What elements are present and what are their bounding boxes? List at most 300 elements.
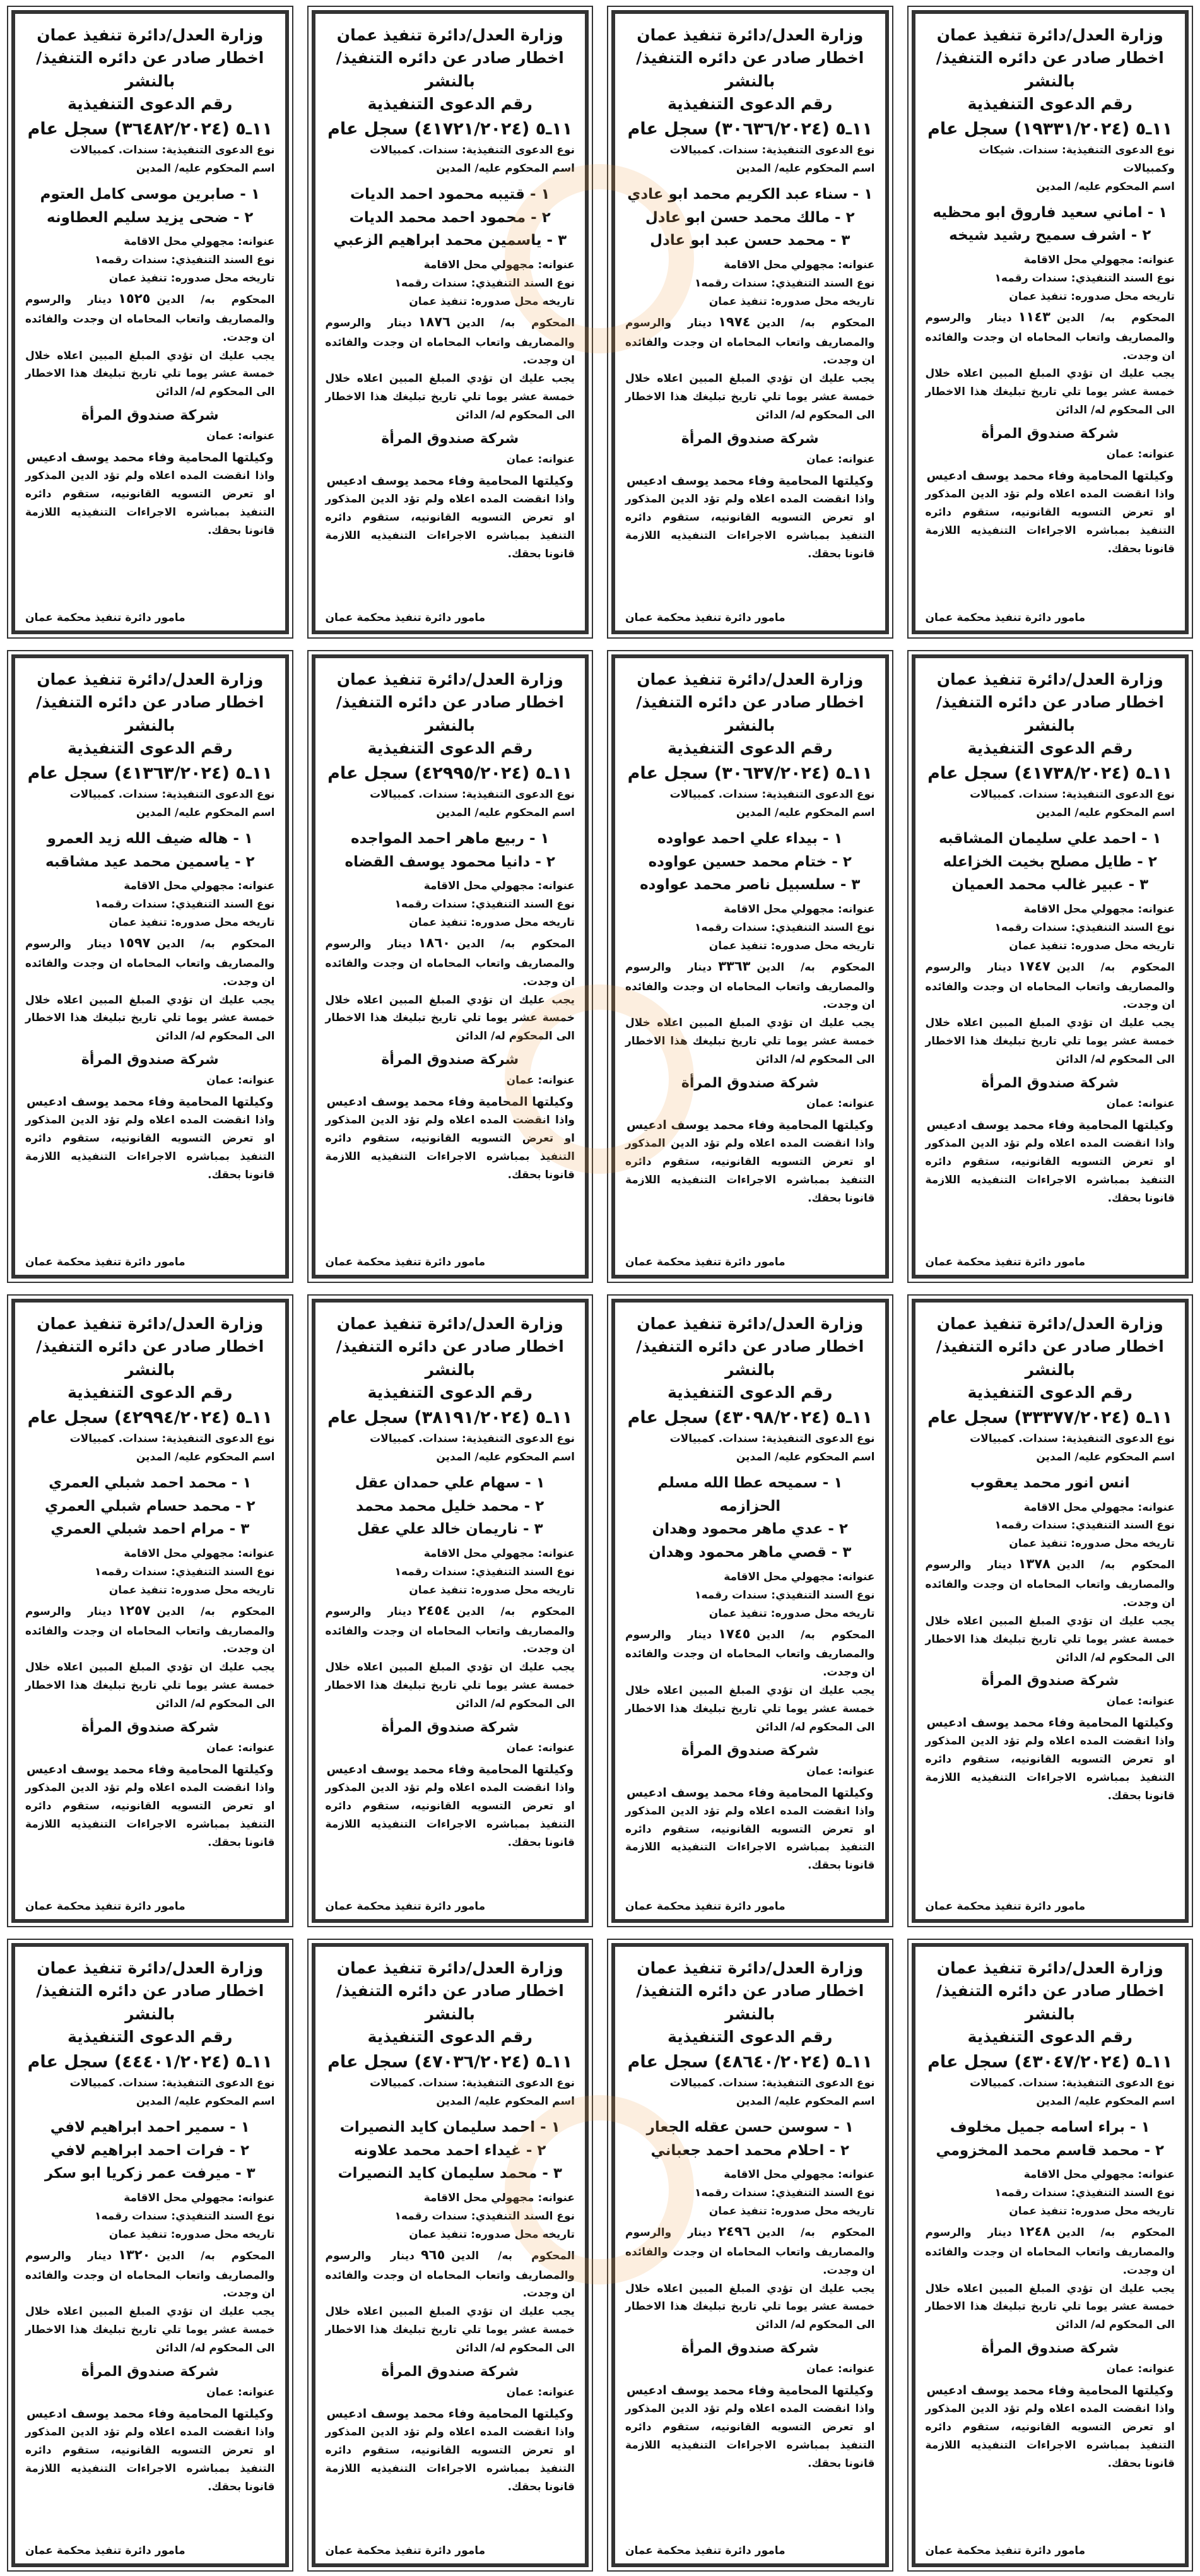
warning-text: واذا انقضت المده اعلاه ولم تؤد الدين المذكور او تعرض التسويه القانونيه، ستقوم دائره التنفيذ بمباشره الاجراءات التنفيذيه اللازمة قانونا بحقك. <box>325 1781 575 1849</box>
debtor-address: عنوانه: مجهولي محل الاقامة <box>724 1570 875 1583</box>
creditor-name: شركة صندوق المرأة <box>81 1719 219 1735</box>
issue-place: تاريخه محل صدوره: تنفيذ عمان <box>409 295 575 308</box>
debtor-name: ٢ - ضحى يزيد سليم العطاونه <box>47 209 254 226</box>
case-type: نوع الدعوى التنفيذية: سندات. كمبيالات <box>370 1433 575 1445</box>
document-type: نوع السند التنفيذي: سندات رقمه١ <box>394 277 575 290</box>
warning-text: واذا انقضت المده اعلاه ولم تؤد الدين المذكور او تعرض التسويه القانونيه، ستقوم دائره التنفيذ بمباشره الاجراءات التنفيذيه اللازمة قانونا بحقك. <box>925 1735 1175 1802</box>
case-number: ١١ـ٥ (٣٠٦٣٧/٢٠٢٤) سجل عام <box>627 764 873 783</box>
debtor-name: ١ - براء اسامه جميل مخلوف <box>950 2118 1150 2136</box>
warning-text: واذا انقضت المده اعلاه ولم تؤد الدين المذكور او تعرض التسويه القانونيه، ستقوم دائره التنفيذ بمباشره الاجراءات التنفيذيه اللازمة قانونا بحقك. <box>325 492 575 560</box>
debtor-address: عنوانه: مجهولي محل الاقامة <box>1023 1501 1175 1514</box>
creditor-agent: وكيلتها المحامية وفاء محمد يوسف ادعيس <box>926 2384 1174 2398</box>
ministry-heading: وزارة العدل/دائرة تنفيذ عمان <box>637 1315 864 1333</box>
debtor-label: اسم المحكوم عليه/ المدين <box>136 162 275 175</box>
case-type: نوع الدعوى التنفيذية: سندات. كمبيالات <box>69 788 275 801</box>
amount-prefix: المحكوم به/ الدين <box>1056 311 1175 324</box>
debtor-label: اسم المحكوم عليه/ المدين <box>736 162 875 175</box>
creditor-name: شركة صندوق المرأة <box>981 426 1119 442</box>
ministry-heading: وزارة العدل/دائرة تنفيذ عمان <box>37 1315 264 1333</box>
case-number: ١١ـ٥ (٤١٧٣٨/٢٠٢٤) سجل عام <box>927 764 1173 783</box>
signature: مامور دائرة تنفيذ محكمة عمان <box>25 612 185 624</box>
notice-title: اخطار صادر عن دائره التنفيذ/ بالنشر <box>36 49 264 90</box>
creditor-address: عنوانه: عمان <box>206 430 275 443</box>
judgment-amount-line <box>625 2221 875 2279</box>
debtor-address: عنوانه: مجهولي محل الاقامة <box>124 235 275 249</box>
document-type: نوع السند التنفيذي: سندات رقمه١ <box>695 277 875 290</box>
warning-text: واذا انقضت المده اعلاه ولم تؤد الدين المذكور او تعرض التسويه القانونيه، ستقوم دائره التنفيذ بمباشره الاجراءات التنفيذيه اللازمة قانونا بحقك. <box>325 2425 575 2493</box>
signature: مامور دائرة تنفيذ محكمة عمان <box>325 1256 486 1268</box>
debtor-name: ١ - احمد علي سليمان المشاقبه <box>938 830 1162 847</box>
legal-notice <box>312 1943 589 2567</box>
judgment-amount-line <box>326 311 575 370</box>
case-number: ١١ـ٥ (٣٠٦٣٦/٢٠٢٤) سجل عام <box>627 119 873 139</box>
creditor-address: عنوانه: عمان <box>506 1741 575 1754</box>
amount-prefix: المحكوم به/ الدين <box>756 1628 875 1641</box>
creditor-address: عنوانه: عمان <box>1106 448 1175 461</box>
case-label: رقم الدعوى التنفيذية <box>68 2027 233 2046</box>
debtor-name: ١ - قتيبه محمود احمد الديات <box>350 186 550 203</box>
issue-place: تاريخه محل صدوره: تنفيذ عمان <box>1009 1537 1175 1551</box>
amount-prefix: المحكوم به/ الدين <box>756 960 875 974</box>
debtor-names <box>926 827 1175 897</box>
debtor-name: ١ - اماني سعيد فاروق ابو محظيه <box>932 204 1168 221</box>
legal-notice <box>11 10 289 634</box>
payment-instruction: يجب عليك ان تؤدي المبلغ المبين اعلاه خلال خمسة عشر يوما تلي تاريخ تبليغك هذا الاخطار الى المحكوم له/ الدائن <box>925 1614 1175 1664</box>
notices-grid <box>6 5 1194 2572</box>
creditor-agent: وكيلتها المحامية وفاء محمد يوسف ادعيس <box>926 1716 1174 1730</box>
creditor-name: شركة صندوق المرأة <box>81 1052 219 1068</box>
creditor-agent: وكيلتها المحامية وفاء محمد يوسف ادعيس <box>26 451 274 465</box>
case-number: ١١ـ٥ (٤٣٠٩٨/٢٠٢٤) سجل عام <box>627 1408 873 1427</box>
creditor-agent: وكيلتها المحامية وفاء محمد يوسف ادعيس <box>26 1095 274 1109</box>
debtor-address: عنوانه: مجهولي محل الاقامة <box>423 2192 575 2205</box>
amount-prefix: المحكوم به/ الدين <box>156 2249 275 2262</box>
signature: مامور دائرة تنفيذ محكمة عمان <box>925 1256 1086 1268</box>
notice-title: اخطار صادر عن دائره التنفيذ/ بالنشر <box>36 1337 264 1379</box>
amount-suffix: دينار والرسوم والمصاريف واتعاب المحاماه ان وجدت والفائده ان وجدت. <box>625 960 875 1012</box>
amount-value: ٩٦٥ <box>420 2247 445 2262</box>
notice-title: اخطار صادر عن دائره التنفيذ/ بالنشر <box>336 1337 564 1379</box>
debtor-name: ٣ - ياسمين محمد ابراهيم الزعبي <box>333 232 567 249</box>
debtor-name: ٣ - ناريمان خالد علي عقل <box>356 1521 543 1538</box>
amount-suffix: دينار والرسوم والمصاريف واتعاب المحاماه ان وجدت والفائده ان وجدت. <box>925 1559 1175 1609</box>
signature: مامور دائرة تنفيذ محكمة عمان <box>925 1900 1086 1913</box>
debtor-name: ١ - ربيع ماهر احمد المواجده <box>350 830 550 847</box>
case-label: رقم الدعوى التنفيذية <box>967 94 1132 113</box>
signature: مامور دائرة تنفيذ محكمة عمان <box>25 1900 185 1913</box>
case-type: نوع الدعوى التنفيذية: سندات. كمبيالات <box>370 144 575 157</box>
case-label: رقم الدعوى التنفيذية <box>367 94 532 113</box>
amount-value: ١٢٤٨ <box>1018 2224 1050 2240</box>
debtor-label: اسم المحكوم عليه/ المدين <box>136 806 275 819</box>
debtor-address: عنوانه: مجهولي محل الاقامة <box>724 259 875 272</box>
payment-instruction: يجب عليك ان تؤدي المبلغ المبين اعلاه خلال خمسة عشر يوما تلي تاريخ تبليغك هذا الاخطار الى المحكوم له/ الدائن <box>625 1684 875 1734</box>
creditor-name: شركة صندوق المرأة <box>381 2363 519 2380</box>
case-label: رقم الدعوى التنفيذية <box>367 1383 532 1402</box>
debtor-label: اسم المحكوم عليه/ المدين <box>1036 180 1175 193</box>
debtor-name: ٢ - عدي ماهر محمود وهدان <box>652 1521 848 1538</box>
amount-suffix: دينار والرسوم والمصاريف واتعاب المحاماه ان وجدت والفائده ان وجدت. <box>625 316 875 367</box>
payment-instruction: يجب عليك ان تؤدي المبلغ المبين اعلاه خلال خمسة عشر يوما تلي تاريخ تبليغك هذا الاخطار الى المحكوم له/ الدائن <box>325 372 575 422</box>
warning-text: واذا انقضت المده اعلاه ولم تؤد الدين المذكور او تعرض التسويه القانونيه، ستقوم دائره التنفيذ بمباشره الاجراءات التنفيذيه اللازمة قانونا بحقك. <box>25 1781 275 1849</box>
creditor-agent: وكيلتها المحامية وفاء محمد يوسف ادعيس <box>26 2406 274 2421</box>
amount-prefix: المحكوم به/ الدين <box>756 316 875 329</box>
debtor-names <box>326 827 575 874</box>
creditor-name: شركة صندوق المرأة <box>381 1052 519 1068</box>
case-type: نوع الدعوى التنفيذية: سندات. كمبيالات <box>669 1433 875 1445</box>
amount-prefix: المحكوم به/ الدين <box>456 1605 575 1618</box>
debtor-names <box>625 1472 875 1564</box>
warning-text: واذا انقضت المده اعلاه ولم تؤد الدين المذكور او تعرض التسويه القانونيه، ستقوم دائره التنفيذ بمباشره الاجراءات التنفيذيه اللازمة قانونا بحقك. <box>925 487 1175 555</box>
legal-notice <box>912 654 1189 1279</box>
debtor-name: ٣ - قصي ماهر محمود وهدان <box>649 1544 852 1561</box>
legal-notice <box>912 1299 1189 1923</box>
case-number: ١١ـ٥ (٤٣٠٤٧/٢٠٢٤) سجل عام <box>927 2052 1173 2072</box>
judgment-amount-line <box>326 932 575 991</box>
notice-title: اخطار صادر عن دائره التنفيذ/ بالنشر <box>36 1982 264 2023</box>
notice-title: اخطار صادر عن دائره التنفيذ/ بالنشر <box>336 1982 564 2023</box>
creditor-address: عنوانه: عمان <box>506 452 575 466</box>
amount-value: ١٣٧٨ <box>1018 1556 1050 1572</box>
payment-instruction: يجب عليك ان تؤدي المبلغ المبين اعلاه خلال خمسة عشر يوما تلي تاريخ تبليغك هذا الاخطار الى المحكوم له/ الدائن <box>925 367 1175 417</box>
creditor-agent: وكيلتها المحامية وفاء محمد يوسف ادعيس <box>626 473 874 488</box>
ministry-heading: وزارة العدل/دائرة تنفيذ عمان <box>37 1959 264 1977</box>
document-type: نوع السند التنفيذي: سندات رقمه١ <box>695 2187 875 2200</box>
debtor-names <box>625 827 875 897</box>
creditor-address: عنوانه: عمان <box>806 2363 875 2376</box>
case-label: رقم الدعوى التنفيذية <box>68 738 233 757</box>
warning-text: واذا انقضت المده اعلاه ولم تؤد الدين المذكور او تعرض التسويه القانونيه، ستقوم دائره التنفيذ بمباشره الاجراءات التنفيذيه اللازمة قانونا بحقك. <box>625 1804 875 1872</box>
document-type: نوع السند التنفيذي: سندات رقمه١ <box>994 921 1175 935</box>
amount-suffix: دينار والرسوم والمصاريف واتعاب المحاماه ان وجدت والفائده ان وجدت. <box>325 2249 575 2300</box>
creditor-address: عنوانه: عمان <box>806 1764 875 1778</box>
case-label: رقم الدعوى التنفيذية <box>668 738 833 757</box>
payment-instruction: يجب عليك ان تؤدي المبلغ المبين اعلاه خلال خمسة عشر يوما تلي تاريخ تبليغك هذا الاخطار الى المحكوم له/ الدائن <box>325 993 575 1043</box>
creditor-address: عنوانه: عمان <box>206 1741 275 1754</box>
debtor-name: ١ - سوسن حسن عقله الجعار <box>646 2118 854 2136</box>
debtor-name: ٢ - محمد قاسم محمد المخزومي <box>936 2142 1165 2159</box>
debtor-name: ٣ - عبير غالب محمد العميان <box>951 877 1149 894</box>
payment-instruction: يجب عليك ان تؤدي المبلغ المبين اعلاه خلال خمسة عشر يوما تلي تاريخ تبليغك هذا الاخطار الى المحكوم له/ الدائن <box>925 1017 1175 1066</box>
issue-place: تاريخه محل صدوره: تنفيذ عمان <box>1009 2205 1175 2218</box>
debtor-name: ٢ - طايل مصلح بخيت الخزاعله <box>943 853 1157 870</box>
case-number: ١١ـ٥ (٤٨٦٤٠/٢٠٢٤) سجل عام <box>627 2052 873 2072</box>
debtor-name: ٢ - غيداء احمد محمد علاونه <box>354 2142 546 2159</box>
creditor-address: عنوانه: عمان <box>806 1097 875 1110</box>
debtor-names <box>926 201 1175 248</box>
debtor-names <box>926 1472 1175 1495</box>
amount-suffix: دينار والرسوم والمصاريف واتعاب المحاماه ان وجدت والفائده ان وجدت. <box>325 1605 575 1656</box>
debtor-label: اسم المحكوم عليه/ المدين <box>436 1450 575 1463</box>
debtor-address: عنوانه: مجهولي محل الاقامة <box>724 903 875 916</box>
debtor-name: ٢ - محمد خليل محمد محمد <box>356 1498 544 1515</box>
debtor-names <box>625 183 875 252</box>
judgment-amount-line <box>625 1623 875 1682</box>
debtor-name: ٢ - اشرف سميح رشيد شيخه <box>949 227 1151 244</box>
payment-instruction: يجب عليك ان تؤدي المبلغ المبين اعلاه خلال خمسة عشر يوما تلي تاريخ تبليغك هذا الاخطار الى المحكوم له/ الدائن <box>625 1017 875 1066</box>
creditor-agent: وكيلتها المحامية وفاء محمد يوسف ادعيس <box>326 2406 574 2421</box>
legal-notice <box>11 654 289 1279</box>
ministry-heading: وزارة العدل/دائرة تنفيذ عمان <box>936 670 1163 688</box>
legal-notice <box>611 1299 889 1923</box>
payment-instruction: يجب عليك ان تؤدي المبلغ المبين اعلاه خلال خمسة عشر يوما تلي تاريخ تبليغك هذا الاخطار الى المحكوم له/ الدائن <box>325 2305 575 2355</box>
issue-place: تاريخه محل صدوره: تنفيذ عمان <box>709 2205 875 2218</box>
debtor-address: عنوانه: مجهولي محل الاقامة <box>1023 254 1175 267</box>
notice-title: اخطار صادر عن دائره التنفيذ/ بالنشر <box>336 49 564 90</box>
debtor-address: عنوانه: مجهولي محل الاقامة <box>423 1547 575 1561</box>
debtor-name: ٢ - محمد حسام شبلي العمري <box>44 1498 256 1515</box>
case-label: رقم الدعوى التنفيذية <box>668 1383 833 1402</box>
ministry-heading: وزارة العدل/دائرة تنفيذ عمان <box>336 26 563 44</box>
legal-notice <box>312 654 589 1279</box>
judgment-amount-line <box>625 311 875 370</box>
signature: مامور دائرة تنفيذ محكمة عمان <box>625 1256 785 1268</box>
warning-text: واذا انقضت المده اعلاه ولم تؤد الدين المذكور او تعرض التسويه القانونيه، ستقوم دائره التنفيذ بمباشره الاجراءات التنفيذيه اللازمة قانونا بحقك. <box>25 1114 275 1181</box>
amount-suffix: دينار والرسوم والمصاريف واتعاب المحاماه ان وجدت والفائده ان وجدت. <box>25 1605 275 1656</box>
ministry-heading: وزارة العدل/دائرة تنفيذ عمان <box>936 1315 1163 1333</box>
case-type: نوع الدعوى التنفيذية: سندات. كمبيالات <box>69 144 275 157</box>
creditor-agent: وكيلتها المحامية وفاء محمد يوسف ادعيس <box>926 1118 1174 1132</box>
creditor-agent: وكيلتها المحامية وفاء محمد يوسف ادعيس <box>326 1095 574 1109</box>
amount-value: ٣٣٦٣ <box>718 958 751 974</box>
legal-notice <box>912 1943 1189 2567</box>
legal-notice <box>312 10 589 634</box>
case-number: ١١ـ٥ (٤١٧٢١/٢٠٢٤) سجل عام <box>327 119 573 139</box>
case-type: نوع الدعوى التنفيذية: سندات. كمبيالات <box>370 2077 575 2089</box>
legal-notice <box>11 1943 289 2567</box>
issue-place: تاريخه محل صدوره: تنفيذ عمان <box>409 1583 575 1597</box>
amount-value: ١٣٢٠ <box>118 2247 151 2262</box>
debtor-names <box>25 183 275 230</box>
amount-value: ٢٤٩٦ <box>718 2224 751 2240</box>
debtor-names <box>25 2116 275 2185</box>
payment-instruction: يجب عليك ان تؤدي المبلغ المبين اعلاه خلال خمسة عشر يوما تلي تاريخ تبليغك هذا الاخطار الى المحكوم له/ الدائن <box>25 2305 275 2355</box>
debtor-label: اسم المحكوم عليه/ المدين <box>436 806 575 819</box>
amount-value: ١٨٧٦ <box>418 314 450 329</box>
creditor-agent: وكيلتها المحامية وفاء محمد يوسف ادعيس <box>926 468 1174 483</box>
debtor-name: ١ - احمد سليمان كايد النصيرات <box>339 2118 560 2136</box>
notice-title: اخطار صادر عن دائره التنفيذ/ بالنشر <box>636 1337 864 1379</box>
document-type: نوع السند التنفيذي: سندات رقمه١ <box>394 1566 575 1579</box>
issue-place: تاريخه محل صدوره: تنفيذ عمان <box>1009 939 1175 952</box>
amount-prefix: المحكوم به/ الدين <box>456 938 575 951</box>
signature: مامور دائرة تنفيذ محكمة عمان <box>325 1900 486 1913</box>
debtor-address: عنوانه: مجهولي محل الاقامة <box>124 880 275 893</box>
case-type: نوع الدعوى التنفيذية: سندات. شيكات وكمبيالات <box>979 144 1175 175</box>
signature: مامور دائرة تنفيذ محكمة عمان <box>25 2544 185 2557</box>
signature: مامور دائرة تنفيذ محكمة عمان <box>925 612 1086 624</box>
creditor-address: عنوانه: عمان <box>506 1074 575 1087</box>
document-type: نوع السند التنفيذي: سندات رقمه١ <box>994 1519 1175 1532</box>
creditor-agent: وكيلتها المحامية وفاء محمد يوسف ادعيس <box>326 473 574 488</box>
ministry-heading: وزارة العدل/دائرة تنفيذ عمان <box>37 26 264 44</box>
signature: مامور دائرة تنفيذ محكمة عمان <box>625 1900 785 1913</box>
signature: مامور دائرة تنفيذ محكمة عمان <box>925 2544 1086 2557</box>
amount-prefix: المحكوم به/ الدين <box>1056 960 1175 974</box>
debtor-address: عنوانه: مجهولي محل الاقامة <box>124 1547 275 1561</box>
case-number: ١١ـ٥ (٤١٣٦٣/٢٠٢٤) سجل عام <box>27 764 273 783</box>
ministry-heading: وزارة العدل/دائرة تنفيذ عمان <box>336 1959 563 1977</box>
judgment-amount-line <box>25 288 275 346</box>
creditor-name: شركة صندوق المرأة <box>681 2341 819 2357</box>
signature: مامور دائرة تنفيذ محكمة عمان <box>325 612 486 624</box>
creditor-address: عنوانه: عمان <box>806 452 875 466</box>
creditor-address: عنوانه: عمان <box>1106 2363 1175 2376</box>
document-type: نوع السند التنفيذي: سندات رقمه١ <box>95 2210 275 2223</box>
case-label: رقم الدعوى التنفيذية <box>967 2027 1132 2046</box>
amount-suffix: دينار والرسوم والمصاريف واتعاب المحاماه ان وجدت والفائده ان وجدت. <box>325 316 575 367</box>
warning-text: واذا انقضت المده اعلاه ولم تؤد الدين المذكور او تعرض التسويه القانونيه، ستقوم دائره التنفيذ بمباشره الاجراءات التنفيذيه اللازمة قانونا بحقك. <box>325 1114 575 1181</box>
signature: مامور دائرة تنفيذ محكمة عمان <box>625 2544 785 2557</box>
payment-instruction: يجب عليك ان تؤدي المبلغ المبين اعلاه خلال خمسة عشر يوما تلي تاريخ تبليغك هذا الاخطار الى المحكوم له/ الدائن <box>925 2282 1175 2332</box>
ministry-heading: وزارة العدل/دائرة تنفيذ عمان <box>637 1959 864 1977</box>
signature: مامور دائرة تنفيذ محكمة عمان <box>25 1256 185 1268</box>
judgment-amount-line <box>926 2221 1175 2279</box>
debtor-name: ٢ - ياسمين محمد عيد مشاقبه <box>45 853 255 870</box>
payment-instruction: يجب عليك ان تؤدي المبلغ المبين اعلاه خلال خمسة عشر يوما تلي تاريخ تبليغك هذا الاخطار الى المحكوم له/ الدائن <box>25 349 275 399</box>
payment-instruction: يجب عليك ان تؤدي المبلغ المبين اعلاه خلال خمسة عشر يوما تلي تاريخ تبليغك هذا الاخطار الى المحكوم له/ الدائن <box>25 993 275 1043</box>
debtor-label: اسم المحكوم عليه/ المدين <box>1036 806 1175 819</box>
issue-place: تاريخه محل صدوره: تنفيذ عمان <box>109 272 275 285</box>
issue-place: تاريخه محل صدوره: تنفيذ عمان <box>409 916 575 930</box>
case-number: ١١ـ٥ (٤٢٩٩٤/٢٠٢٤) سجل عام <box>27 1408 273 1427</box>
debtor-label: اسم المحكوم عليه/ المدين <box>436 162 575 175</box>
legal-notice <box>611 10 889 634</box>
creditor-address: عنوانه: عمان <box>506 2385 575 2399</box>
case-type: نوع الدعوى التنفيذية: سندات. كمبيالات <box>669 788 875 801</box>
issue-place: تاريخه محل صدوره: تنفيذ عمان <box>409 2228 575 2241</box>
case-type: نوع الدعوى التنفيذية: سندات. كمبيالات <box>970 2077 1175 2089</box>
ministry-heading: وزارة العدل/دائرة تنفيذ عمان <box>637 26 864 44</box>
case-label: رقم الدعوى التنفيذية <box>967 738 1132 757</box>
ministry-heading: وزارة العدل/دائرة تنفيذ عمان <box>637 670 864 688</box>
creditor-name: شركة صندوق المرأة <box>81 408 219 424</box>
payment-instruction: يجب عليك ان تؤدي المبلغ المبين اعلاه خلال خمسة عشر يوما تلي تاريخ تبليغك هذا الاخطار الى المحكوم له/ الدائن <box>25 1661 275 1711</box>
case-number: ١١ـ٥ (٤٢٩٩٥/٢٠٢٤) سجل عام <box>327 764 573 783</box>
notice-title: اخطار صادر عن دائره التنفيذ/ بالنشر <box>936 49 1164 90</box>
case-type: نوع الدعوى التنفيذية: سندات. كمبيالات <box>370 788 575 801</box>
amount-value: ٢٤٥٤ <box>418 1602 450 1618</box>
amount-prefix: المحكوم به/ الدين <box>156 1605 275 1618</box>
case-label: رقم الدعوى التنفيذية <box>367 2027 532 2046</box>
notice-title: اخطار صادر عن دائره التنفيذ/ بالنشر <box>636 1982 864 2023</box>
case-type: نوع الدعوى التنفيذية: سندات. كمبيالات <box>669 2077 875 2089</box>
debtor-label: اسم المحكوم عليه/ المدين <box>736 806 875 819</box>
debtor-label: اسم المحكوم عليه/ المدين <box>136 1450 275 1463</box>
debtor-address: عنوانه: مجهولي محل الاقامة <box>724 2168 875 2182</box>
debtor-names <box>625 2116 875 2163</box>
debtor-name: ٣ - محمد حسن عبد ابو عادل <box>650 232 850 249</box>
amount-suffix: دينار والرسوم والمصاريف واتعاب المحاماه ان وجدت والفائده ان وجدت. <box>625 1628 875 1679</box>
warning-text: واذا انقضت المده اعلاه ولم تؤد الدين المذكور او تعرض التسويه القانونيه، ستقوم دائره التنفيذ بمباشره الاجراءات التنفيذيه اللازمة قانونا بحقك. <box>925 1137 1175 1205</box>
amount-value: ١٨٦٠ <box>418 935 450 951</box>
payment-instruction: يجب عليك ان تؤدي المبلغ المبين اعلاه خلال خمسة عشر يوما تلي تاريخ تبليغك هذا الاخطار الى المحكوم له/ الدائن <box>325 1661 575 1711</box>
amount-value: ١١٤٣ <box>1018 309 1050 324</box>
debtor-name: ٢ - ختام محمد حسين عواوده <box>648 853 852 870</box>
document-type: نوع السند التنفيذي: سندات رقمه١ <box>394 2210 575 2223</box>
creditor-agent: وكيلتها المحامية وفاء محمد يوسف ادعيس <box>26 1762 274 1776</box>
judgment-amount-line <box>926 1553 1175 1612</box>
ministry-heading: وزارة العدل/دائرة تنفيذ عمان <box>336 1315 563 1333</box>
case-number: ١١ـ٥ (١٩٣٣١/٢٠٢٤) سجل عام <box>927 119 1173 139</box>
judgment-amount-line <box>25 932 275 991</box>
judgment-amount-line <box>25 1600 275 1658</box>
issue-place: تاريخه محل صدوره: تنفيذ عمان <box>709 1607 875 1620</box>
amount-suffix: دينار والرسوم والمصاريف واتعاب المحاماه ان وجدت والفائده ان وجدت. <box>25 938 275 988</box>
amount-value: ١٥٩٧ <box>118 935 151 951</box>
issue-place: تاريخه محل صدوره: تنفيذ عمان <box>1009 290 1175 304</box>
amount-value: ١٩٧٤ <box>718 314 751 329</box>
legal-notice <box>912 10 1189 634</box>
judgment-amount-line <box>926 955 1175 1014</box>
notice-title: اخطار صادر عن دائره التنفيذ/ بالنشر <box>636 693 864 735</box>
debtor-names <box>25 827 275 874</box>
debtor-label: اسم المحكوم عليه/ المدين <box>1036 2094 1175 2108</box>
case-label: رقم الدعوى التنفيذية <box>68 1383 233 1402</box>
creditor-address: عنوانه: عمان <box>206 2385 275 2399</box>
amount-prefix: المحكوم به/ الدين <box>456 316 575 329</box>
debtor-label: اسم المحكوم عليه/ المدين <box>1036 1450 1175 1463</box>
warning-text: واذا انقضت المده اعلاه ولم تؤد الدين المذكور او تعرض التسويه القانونيه، ستقوم دائره التنفيذ بمباشره الاجراءات التنفيذيه اللازمة قانونا بحقك. <box>625 492 875 560</box>
debtor-name: ٢ - احلام محمد احمد جعباني <box>650 2142 850 2159</box>
issue-place: تاريخه محل صدوره: تنفيذ عمان <box>709 939 875 952</box>
warning-text: واذا انقضت المده اعلاه ولم تؤد الدين المذكور او تعرض التسويه القانونيه، ستقوم دائره التنفيذ بمباشره الاجراءات التنفيذيه اللازمة قانونا بحقك. <box>625 1137 875 1205</box>
creditor-name: شركة صندوق المرأة <box>681 1075 819 1091</box>
debtor-address: عنوانه: مجهولي محل الاقامة <box>124 2192 275 2205</box>
amount-suffix: دينار والرسوم والمصاريف واتعاب المحاماه ان وجدت والفائده ان وجدت. <box>25 2249 275 2300</box>
judgment-amount-line <box>326 1600 575 1658</box>
debtor-name: انس انور محمد يعقوب <box>970 1474 1130 1491</box>
notice-title: اخطار صادر عن دائره التنفيذ/ بالنشر <box>36 693 264 735</box>
debtor-name: ١ - سمير احمد ابراهيم لافي <box>50 2118 250 2136</box>
document-type: نوع السند التنفيذي: سندات رقمه١ <box>394 898 575 911</box>
amount-suffix: دينار والرسوم والمصاريف واتعاب المحاماه ان وجدت والفائده ان وجدت. <box>625 2226 875 2277</box>
debtor-names <box>25 1472 275 1541</box>
debtor-name: ١ - صابرين موسى كامل العتوم <box>40 186 260 203</box>
case-type: نوع الدعوى التنفيذية: سندات. كمبيالات <box>69 1433 275 1445</box>
document-type: نوع السند التنفيذي: سندات رقمه١ <box>95 898 275 911</box>
notice-title: اخطار صادر عن دائره التنفيذ/ بالنشر <box>936 1337 1164 1379</box>
amount-prefix: المحكوم به/ الدين <box>1056 1559 1175 1572</box>
debtor-name: ٣ - مرام احمد شبلي العمري <box>50 1521 250 1538</box>
ministry-heading: وزارة العدل/دائرة تنفيذ عمان <box>936 1959 1163 1977</box>
creditor-name: شركة صندوق المرأة <box>981 1673 1119 1689</box>
debtor-name: ٢ - محمود احمد محمد الديات <box>349 209 551 226</box>
legal-notice <box>611 1943 889 2567</box>
amount-prefix: المحكوم به/ الدين <box>1056 2226 1175 2240</box>
notice-title: اخطار صادر عن دائره التنفيذ/ بالنشر <box>336 693 564 735</box>
judgment-amount-line <box>926 306 1175 365</box>
payment-instruction: يجب عليك ان تؤدي المبلغ المبين اعلاه خلال خمسة عشر يوما تلي تاريخ تبليغك هذا الاخطار الى المحكوم له/ الدائن <box>625 372 875 422</box>
creditor-name: شركة صندوق المرأة <box>81 2363 219 2380</box>
payment-instruction: يجب عليك ان تؤدي المبلغ المبين اعلاه خلال خمسة عشر يوما تلي تاريخ تبليغك هذا الاخطار الى المحكوم له/ الدائن <box>625 2282 875 2332</box>
debtor-name: ١ - سميحه عطا الله مسلم الحزازمه <box>657 1474 843 1515</box>
debtor-name: ٢ - فرات احمد ابراهيم لافي <box>50 2142 250 2159</box>
case-label: رقم الدعوى التنفيذية <box>967 1383 1132 1402</box>
issue-place: تاريخه محل صدوره: تنفيذ عمان <box>109 1583 275 1597</box>
notice-title: اخطار صادر عن دائره التنفيذ/ بالنشر <box>636 49 864 90</box>
creditor-name: شركة صندوق المرأة <box>981 2341 1119 2357</box>
notice-title: اخطار صادر عن دائره التنفيذ/ بالنشر <box>936 1982 1164 2023</box>
amount-suffix: دينار والرسوم والمصاريف واتعاب المحاماه ان وجدت والفائده ان وجدت. <box>325 938 575 988</box>
amount-value: ١٢٥٧ <box>118 1602 151 1618</box>
ministry-heading: وزارة العدل/دائرة تنفيذ عمان <box>37 670 264 688</box>
case-type: نوع الدعوى التنفيذية: سندات. كمبيالات <box>69 2077 275 2089</box>
creditor-name: شركة صندوق المرأة <box>681 430 819 447</box>
case-type: نوع الدعوى التنفيذية: سندات. كمبيالات <box>970 1433 1175 1445</box>
debtor-label: اسم المحكوم عليه/ المدين <box>436 2094 575 2108</box>
case-label: رقم الدعوى التنفيذية <box>68 94 233 113</box>
